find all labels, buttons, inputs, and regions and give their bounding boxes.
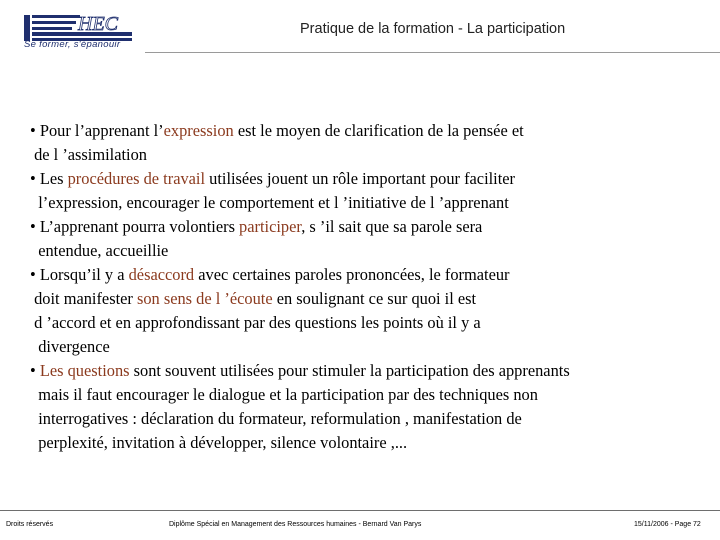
body-text-segment: de l ’assimilation — [30, 145, 147, 164]
body-text-segment: • — [30, 361, 40, 380]
body-text-segment: sont souvent utilisées pour stimuler la participation des apprenants — [129, 361, 570, 380]
body-line — [30, 311, 710, 335]
highlighted-term: expression — [163, 121, 234, 140]
body-text-segment: • Lorsqu’il y a — [30, 265, 129, 284]
header-divider — [145, 52, 720, 53]
body-text-segment: interrogatives : déclaration du formateur, reformulation , manifestation de — [30, 409, 522, 428]
footer-course: Diplôme Spécial en Management des Ressources humaines - Bernard Van Parys — [169, 521, 422, 528]
body-text-segment: mais il faut encourager le dialogue et la participation par des techniques non — [30, 385, 538, 404]
body-line — [30, 359, 710, 383]
footer-copyright: Droits réservés — [6, 521, 54, 528]
body-text-segment: • Les — [30, 169, 68, 188]
body-line — [30, 431, 710, 455]
body-line — [30, 191, 710, 215]
body-text-segment: • L’apprenant pourra volontiers — [30, 217, 240, 236]
body-text-segment: • Pour l’apprenant l’ — [30, 121, 164, 140]
body-text-segment: en soulignant ce sur quoi il est — [272, 289, 477, 308]
highlighted-term: procédures de travail — [67, 169, 206, 188]
footer-date-page: 15/11/2006 - Page 72 — [634, 521, 701, 528]
body-text-segment: utilisées jouent un rôle important pour faciliter — [205, 169, 516, 188]
body-text-segment: doit manifester — [30, 289, 137, 308]
body-line — [30, 239, 710, 263]
highlighted-term: désaccord — [128, 265, 195, 284]
body-line — [30, 407, 710, 431]
slide-title: Pratique de la formation - La participation — [300, 21, 566, 37]
svg-text:HEC: HEC — [78, 13, 118, 35]
body-text-segment: , s ’il sait que sa parole sera — [301, 217, 483, 236]
body-line — [30, 167, 710, 191]
body-text-segment: perplexité, invitation à développer, silence volontaire ,... — [30, 433, 408, 452]
logo-tagline: Se former, s'épanouir — [24, 39, 121, 50]
footer-divider — [0, 510, 720, 511]
body-text-segment: l’expression, encourager le comportement et l ’initiative de l ’apprenant — [30, 193, 509, 212]
highlighted-term: Les questions — [39, 361, 130, 380]
body-text-segment: entendue, accueillie — [30, 241, 169, 260]
body-line — [30, 119, 710, 143]
body-line — [30, 335, 710, 359]
body-text-segment: d ’accord et en approfondissant par des questions les points où il y a — [30, 313, 481, 332]
body-text-segment: avec certaines paroles prononcées, le formateur — [194, 265, 510, 284]
slide-body — [30, 119, 710, 455]
body-text-segment: est le moyen de clarification de la pensée et — [233, 121, 524, 140]
highlighted-term: son sens de l ’écoute — [136, 289, 273, 308]
body-line — [30, 215, 710, 239]
body-line — [30, 383, 710, 407]
body-line — [30, 263, 710, 287]
body-text-segment: divergence — [30, 337, 110, 356]
body-line — [30, 287, 710, 311]
body-line — [30, 143, 710, 167]
highlighted-term: participer — [239, 217, 302, 236]
